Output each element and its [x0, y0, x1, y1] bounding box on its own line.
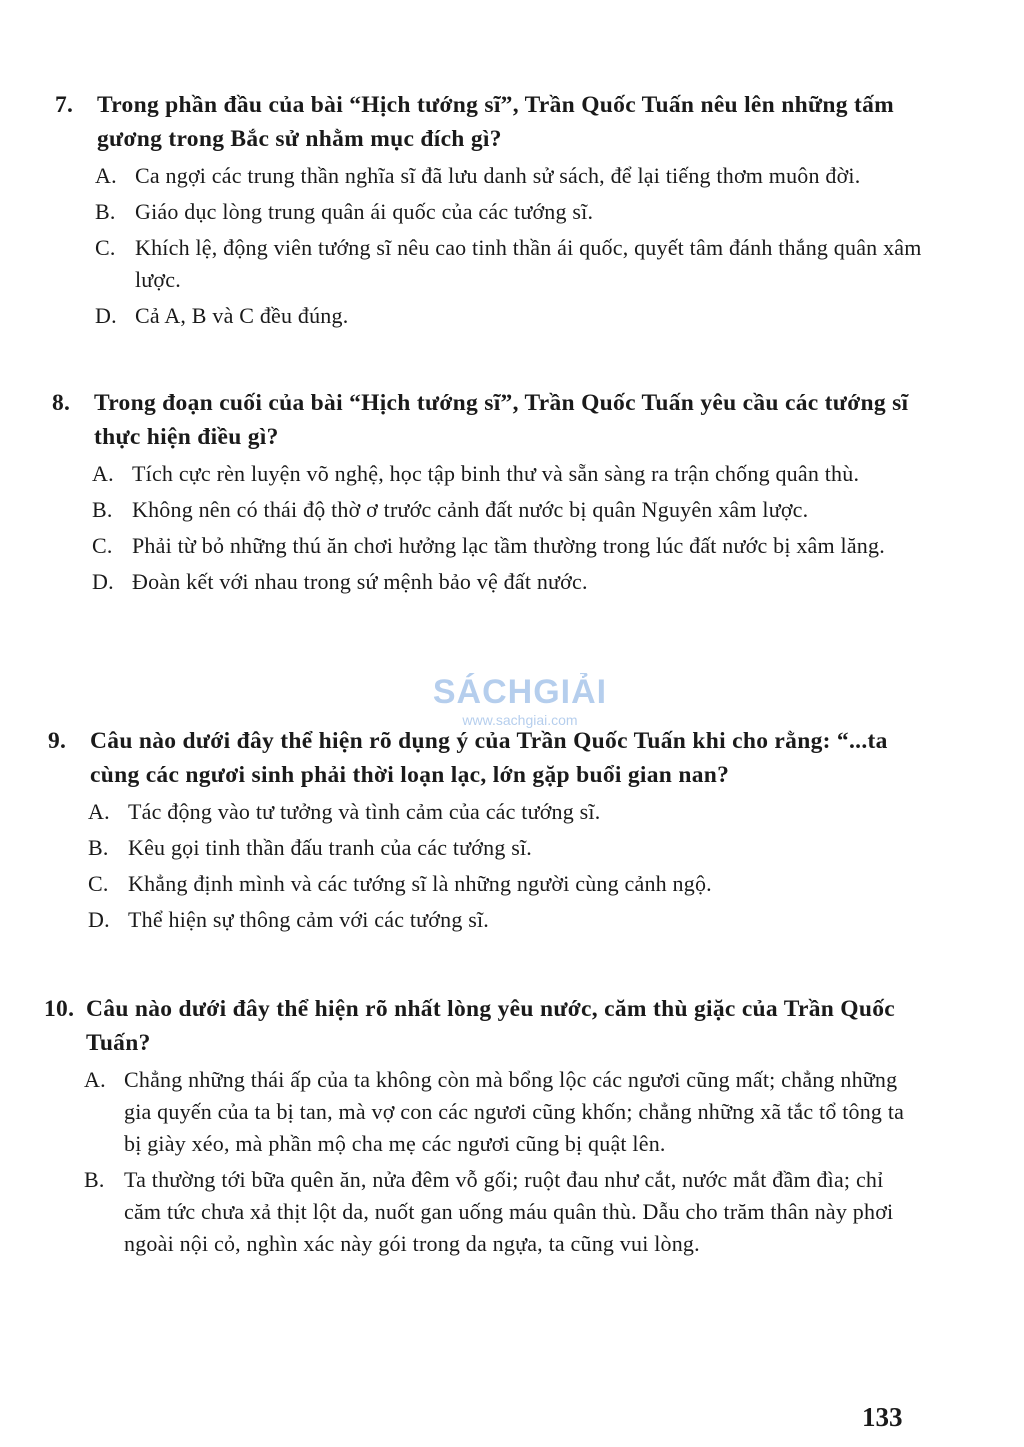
- option-b: [84, 1164, 922, 1260]
- option-text: Thể hiện sự thông cảm với các tướng sĩ.: [128, 907, 490, 932]
- option-label: B.: [92, 497, 113, 522]
- question-text: Câu nào dưới đây thể hiện rõ dụng ý của Trần Quốc Tuấn khi cho rằng: “...ta cùng các ngươi sinh phải thời loạn lạc, lớn gặp buổi gian nan?: [90, 728, 888, 788]
- option-label: C.: [92, 533, 113, 558]
- option-b: [92, 494, 927, 526]
- option-a: [92, 458, 927, 490]
- option-d: [88, 904, 925, 936]
- option-label: D.: [92, 569, 114, 594]
- option-a: [95, 160, 930, 192]
- option-label: D.: [95, 303, 117, 328]
- option-label: C.: [88, 871, 109, 896]
- option-c: [88, 868, 925, 900]
- option-text: Ta thường tới bữa quên ăn, nửa đêm vỗ gối; ruột đau như cắt, nước mắt đầm đìa; chỉ căm tức chưa xả thịt lột da, nuốt gan uống máu quân thù. Dẫu cho trăm thân này phơi ngoài nội cỏ, nghìn xác này gói trong da ngựa, ta cũng vui lòng.: [124, 1167, 894, 1256]
- question-9: [48, 724, 925, 936]
- question-header: [52, 386, 927, 454]
- option-label: A.: [92, 461, 114, 486]
- option-label: A.: [88, 799, 110, 824]
- option-text: Khẳng định mình và các tướng sĩ là những người cùng cảnh ngộ.: [128, 871, 712, 896]
- option-label: C.: [95, 235, 116, 260]
- option-text: Chẳng những thái ấp của ta không còn mà bổng lộc các ngươi cũng mất; chẳng những gia quyến của ta bị tan, mà vợ con các ngươi cũng khốn; chẳng những xã tắc tổ tông ta bị giày xéo, mà phần mộ cha mẹ các ngươi cũng bị quật lên.: [124, 1067, 905, 1156]
- option-label: B.: [84, 1167, 105, 1192]
- option-label: A.: [84, 1067, 106, 1092]
- option-label: B.: [95, 199, 116, 224]
- option-c: [95, 232, 930, 296]
- question-7: [55, 88, 930, 332]
- option-b: [95, 196, 930, 228]
- option-text: Phải từ bỏ những thú ăn chơi hưởng lạc tầm thường trong lúc đất nước bị xâm lăng.: [132, 533, 885, 558]
- option-text: Kêu gọi tinh thần đấu tranh của các tướng sĩ.: [128, 835, 533, 860]
- question-10: [44, 992, 922, 1260]
- option-label: B.: [88, 835, 109, 860]
- question-header: [48, 724, 925, 792]
- question-header: [55, 88, 930, 156]
- option-a: [88, 796, 925, 828]
- watermark-url: www.sachgiai.com: [462, 712, 578, 728]
- question-header: [44, 992, 922, 1060]
- option-text: Tác động vào tư tưởng và tình cảm của các tướng sĩ.: [128, 799, 601, 824]
- question-text: Trong đoạn cuối của bài “Hịch tướng sĩ”, Trần Quốc Tuấn yêu cầu các tướng sĩ thực hiện điều gì?: [94, 390, 909, 450]
- question-8: [52, 386, 927, 598]
- question-number: 9.: [48, 728, 67, 754]
- question-number: 10.: [44, 996, 75, 1022]
- question-text: Câu nào dưới đây thể hiện rõ nhất lòng yêu nước, căm thù giặc của Trần Quốc Tuấn?: [86, 996, 896, 1056]
- option-text: Tích cực rèn luyện võ nghệ, học tập binh thư và sẵn sàng ra trận chống quân thù.: [132, 461, 860, 486]
- question-text: Trong phần đầu của bài “Hịch tướng sĩ”, Trần Quốc Tuấn nêu lên những tấm gương trong Bắc sử nhằm mục đích gì?: [97, 92, 894, 152]
- watermark-logo: SÁCHGIẢI: [432, 673, 608, 711]
- option-label: A.: [95, 163, 117, 188]
- option-label: D.: [88, 907, 110, 932]
- option-text: Không nên có thái độ thờ ơ trước cảnh đất nước bị quân Nguyên xâm lược.: [132, 497, 809, 522]
- option-d: [95, 300, 930, 332]
- option-b: [88, 832, 925, 864]
- page-number: 133: [862, 1402, 903, 1432]
- option-a: [84, 1064, 922, 1160]
- option-text: Ca ngợi các trung thần nghĩa sĩ đã lưu danh sử sách, để lại tiếng thơm muôn đời.: [135, 163, 861, 188]
- option-text: Cả A, B và C đều đúng.: [135, 303, 349, 328]
- option-c: [92, 530, 927, 562]
- option-text: Khích lệ, động viên tướng sĩ nêu cao tinh thần ái quốc, quyết tâm đánh thắng quân xâm lược.: [135, 235, 922, 292]
- question-number: 8.: [52, 390, 71, 416]
- option-text: Giáo dục lòng trung quân ái quốc của các tướng sĩ.: [135, 199, 594, 224]
- option-text: Đoàn kết với nhau trong sứ mệnh bảo vệ đất nước.: [132, 569, 588, 594]
- question-number: 7.: [55, 92, 74, 118]
- option-d: [92, 566, 927, 598]
